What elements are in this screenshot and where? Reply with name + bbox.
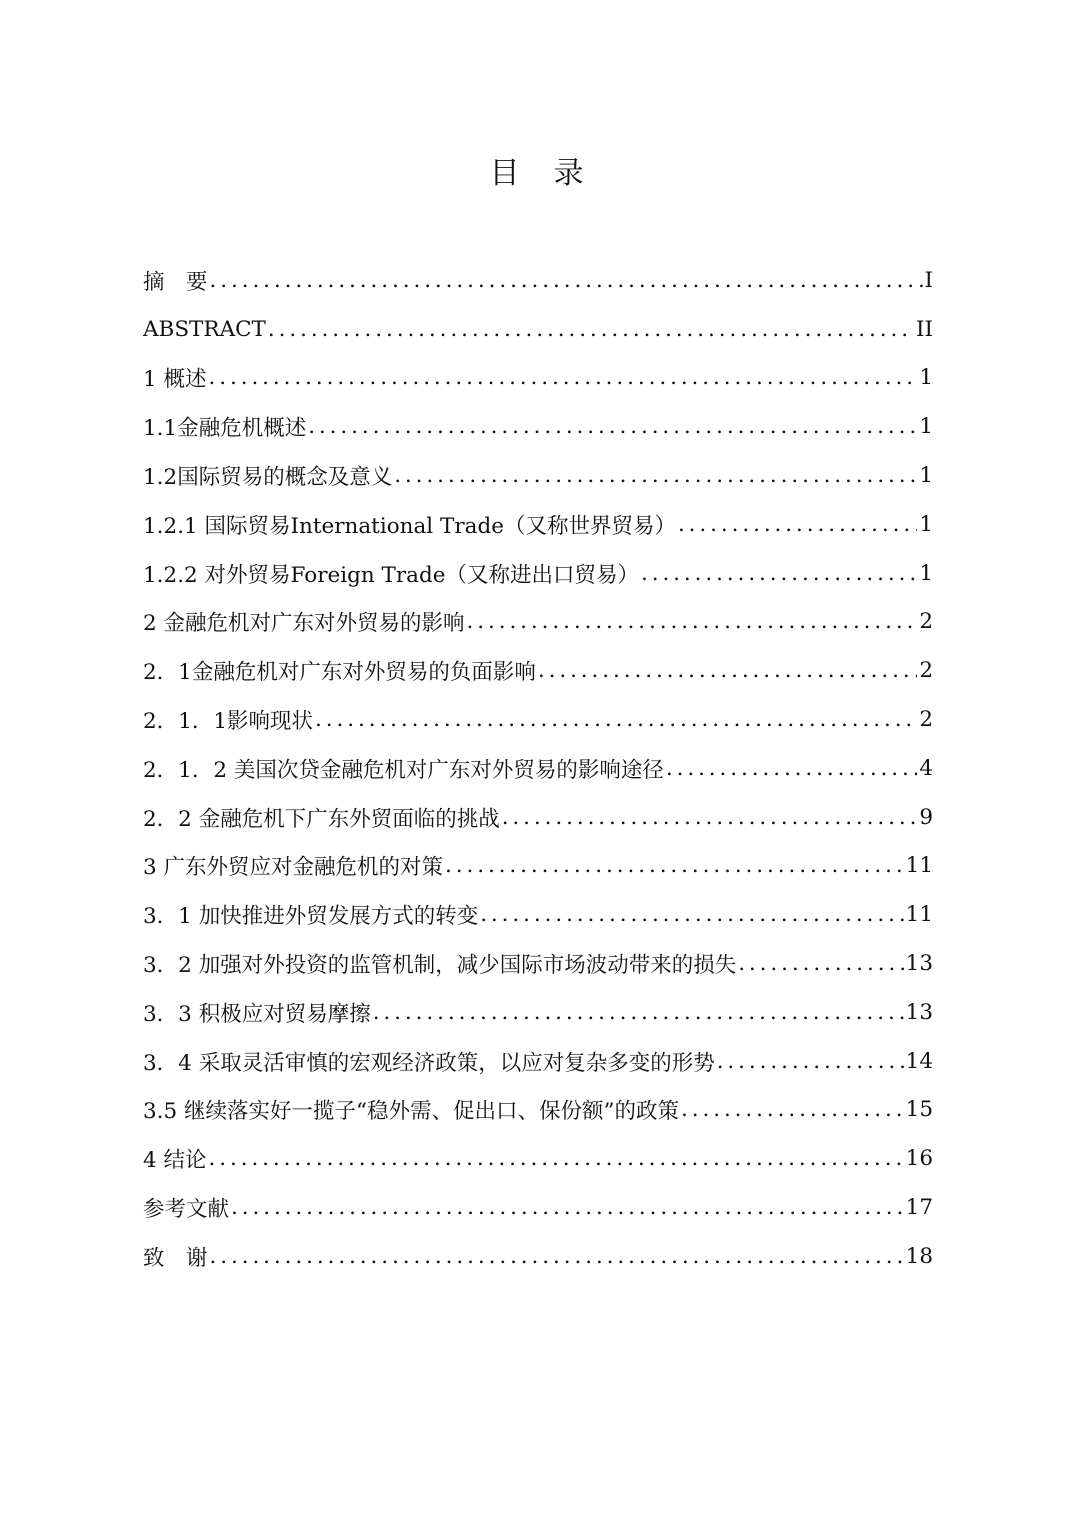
toc-entry-page-number: 1 — [919, 414, 933, 440]
toc-entry-page-number: 11 — [905, 853, 933, 879]
toc-entry-label: 2．2 金融危机下广东外贸面临的挑战 — [143, 806, 500, 832]
dot-leader — [641, 561, 917, 586]
toc-entry-1-2[interactable] — [143, 451, 933, 500]
toc-entry-label: 1 概述 — [143, 367, 207, 393]
toc-entry-label: 3．3 积极应对贸易摩擦 — [143, 1001, 371, 1027]
dot-leader — [681, 1097, 904, 1122]
toc-entry-label: 参考文献 — [143, 1197, 230, 1223]
toc-entry-page-number: 11 — [905, 902, 933, 928]
toc-entry-references[interactable] — [143, 1183, 933, 1232]
toc-entry-label: 1.2.1 国际贸易International Trade（又称世界贸易） — [143, 513, 676, 539]
dot-leader — [394, 463, 917, 488]
toc-entry-page-number: 4 — [919, 755, 933, 781]
toc-entry-page-number: 1 — [919, 560, 933, 586]
toc-entry-label: 2．1金融危机对广东对外贸易的负面影响 — [143, 660, 536, 686]
toc-entry-2-2[interactable] — [143, 793, 933, 842]
dot-leader — [666, 756, 917, 781]
toc-entry-label: 致 谢 — [143, 1245, 208, 1271]
dot-leader — [308, 414, 917, 439]
toc-entry-page-number: 14 — [905, 1048, 933, 1074]
toc-entry-page-number: 13 — [905, 999, 933, 1025]
toc-entry-2-1[interactable] — [143, 646, 933, 695]
dot-leader — [268, 317, 914, 342]
dot-leader — [231, 1195, 904, 1220]
toc-entry-label: 2．1．2 美国次贷金融危机对广东对外贸易的影响途径 — [143, 757, 664, 783]
toc-entry-page-number: 9 — [919, 804, 933, 830]
dot-leader — [717, 1049, 904, 1074]
toc-entry-label: 3.5 继续落实好一揽子“稳外需、促出口、保份额”的政策 — [143, 1099, 680, 1125]
toc-entry-1-1[interactable] — [143, 402, 933, 451]
dot-leader — [467, 609, 918, 634]
toc-entry-label: 3 广东外贸应对金融危机的对策 — [143, 855, 444, 881]
dot-leader — [502, 805, 918, 830]
dot-leader — [210, 268, 923, 293]
dot-leader — [315, 707, 917, 732]
toc-entry-3-2[interactable] — [143, 939, 933, 988]
toc-entry-page-number: 16 — [905, 1146, 933, 1172]
toc-entry-abstract-en[interactable] — [143, 305, 933, 354]
dot-leader — [209, 365, 918, 390]
dot-leader — [445, 853, 904, 878]
toc-entry-label: 3．1 加快推进外贸发展方式的转变 — [143, 904, 479, 930]
toc-entry-3-5[interactable] — [143, 1086, 933, 1135]
toc-entry-page-number: 18 — [905, 1243, 933, 1269]
toc-entry-1-2-1[interactable] — [143, 500, 933, 549]
toc-entry-page-number: 17 — [905, 1195, 933, 1221]
toc-entry-2-1-1[interactable] — [143, 695, 933, 744]
toc-entry-3-3[interactable] — [143, 988, 933, 1037]
toc-entry-label: 摘 要 — [143, 269, 208, 295]
toc-entry-page-number: 1 — [919, 463, 933, 489]
dot-leader — [480, 902, 903, 927]
toc-entry-page-number: 2 — [919, 707, 933, 733]
toc-entry-abstract-cn[interactable] — [143, 256, 933, 305]
dot-leader — [210, 1244, 904, 1269]
table-of-contents — [143, 256, 933, 1281]
dot-leader — [373, 1000, 904, 1025]
toc-entry-3-1[interactable] — [143, 890, 933, 939]
dot-leader — [209, 1146, 904, 1171]
toc-entry-label: 3．2 加强对外投资的监管机制，减少国际市场波动带来的损失 — [143, 953, 737, 979]
toc-entry-3[interactable] — [143, 842, 933, 891]
toc-entry-2[interactable] — [143, 598, 933, 647]
toc-entry-page-number: 13 — [905, 951, 933, 977]
toc-entry-label: 2．1．1影响现状 — [143, 709, 314, 735]
toc-entry-label: ABSTRACT — [143, 316, 266, 342]
toc-entry-label: 1.2国际贸易的概念及意义 — [143, 465, 393, 491]
toc-entry-label: 1.1金融危机概述 — [143, 416, 307, 442]
toc-entry-label: 4 结论 — [143, 1148, 207, 1174]
toc-entry-1[interactable] — [143, 354, 933, 403]
toc-entry-page-number: I — [924, 267, 933, 293]
dot-leader — [678, 512, 917, 537]
toc-entry-3-4[interactable] — [143, 1037, 933, 1086]
toc-entry-4[interactable] — [143, 1134, 933, 1183]
toc-entry-label: 3．4 采取灵活审慎的宏观经济政策，以应对复杂多变的形势 — [143, 1050, 715, 1076]
toc-entry-page-number: II — [916, 316, 933, 342]
toc-entry-2-1-2[interactable] — [143, 744, 933, 793]
toc-entry-page-number: 15 — [905, 1097, 933, 1123]
toc-entry-page-number: 2 — [919, 609, 933, 635]
toc-entry-label: 1.2.2 对外贸易Foreign Trade（又称进出口贸易） — [143, 562, 639, 588]
toc-entry-1-2-2[interactable] — [143, 549, 933, 598]
toc-entry-page-number: 1 — [919, 511, 933, 537]
toc-entry-page-number: 2 — [919, 658, 933, 684]
toc-entry-page-number: 1 — [919, 365, 933, 391]
dot-leader — [738, 951, 903, 976]
page-title: 目 录 — [489, 156, 586, 191]
toc-entry-label: 2 金融危机对广东对外贸易的影响 — [143, 611, 465, 637]
dot-leader — [538, 658, 917, 683]
toc-entry-acknowledgements[interactable] — [143, 1232, 933, 1281]
